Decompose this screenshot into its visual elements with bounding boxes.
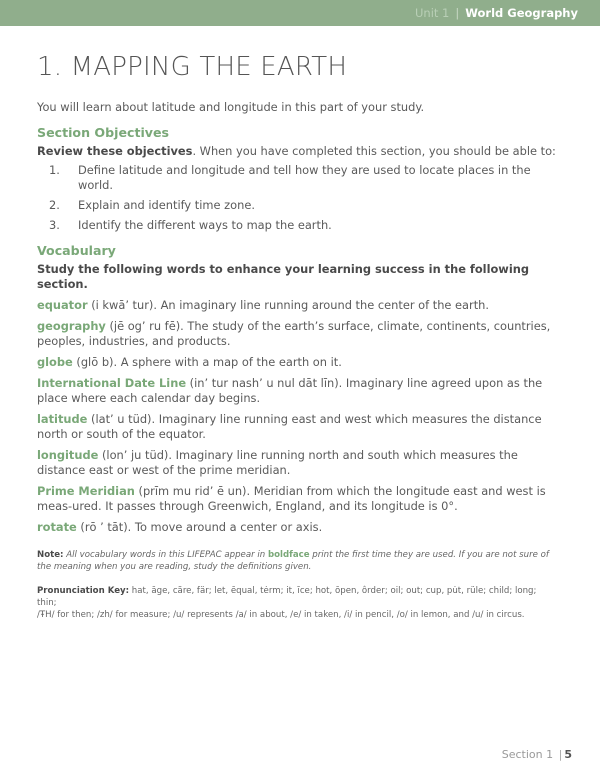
objective-number: 1. — [49, 163, 60, 177]
page-number: 5 — [564, 748, 572, 761]
objective-item — [37, 198, 557, 213]
objective-text: Explain and identify time zone. — [78, 198, 255, 212]
study-instructions: Study the following words to enhance your learning success in the following section. — [37, 262, 529, 291]
vocab-item — [37, 520, 557, 535]
note-text-before: All vocabulary words in this LIFEPAC appear in — [63, 550, 268, 560]
note-label: Note: — [37, 550, 64, 560]
vocab-definition: (prīm mu rid’ ē un). Meridian from which the longitude east and west is meas-ured. It passes through Greenwich, England, and its longitude is 0°. — [37, 484, 546, 513]
vocabulary-heading: Vocabulary — [37, 243, 116, 258]
footer-separator: | — [558, 748, 563, 761]
vocab-item — [37, 412, 557, 442]
vocab-definition: (in’ tur nash’ u nul dāt līn). Imaginary line agreed upon as the place where each calendar day begins. — [37, 376, 543, 405]
unit-title: World Geography — [465, 6, 578, 20]
objective-text: Identify the different ways to map the earth. — [78, 218, 332, 232]
vocab-term: International Date Line — [37, 376, 187, 390]
unit-label: Unit 1 — [414, 6, 450, 20]
objectives-list — [37, 163, 557, 233]
objective-item — [37, 163, 557, 193]
objective-number: 3. — [49, 218, 60, 232]
note-boldface: boldface — [267, 550, 310, 560]
vocab-term: globe — [37, 355, 73, 369]
vocab-item — [37, 355, 557, 370]
note-text-after: print the first time they are used. If you are not sure of the meaning when you are reading, study the definitions given. — [37, 550, 549, 572]
review-rest: . When you have completed this section, you should be able to: — [192, 144, 556, 158]
vocab-definition: (lon’ ju tüd). Imaginary line running north and south which measures the distance east or west of the prime meridian. — [37, 448, 518, 477]
vocab-term: rotate — [37, 520, 77, 534]
objective-number: 2. — [49, 198, 60, 212]
pronunciation-key — [37, 585, 557, 621]
review-instructions — [37, 144, 557, 159]
vocab-item — [37, 376, 557, 406]
page-footer — [502, 748, 572, 761]
header-separator: | — [455, 6, 460, 20]
vocab-definition: (rō ’ tāt). To move around a center or axis. — [76, 520, 323, 534]
vocab-item — [37, 484, 557, 514]
pronunciation-label: Pronunciation Key: — [37, 586, 130, 596]
page-title: 1. MAPPING THE EARTH — [37, 52, 348, 82]
vocab-definition: (jē og’ ru fē). The study of the earth’s surface, climate, continents, countries, peoples, industries, and products. — [37, 319, 551, 348]
vocab-term: geography — [37, 319, 106, 333]
objective-text: Define latitude and longitude and tell how they are used to locate places in the world. — [78, 163, 531, 192]
pronunciation-line-1: hat, āge, cãre, fär; let, ēqual, tėrm; it, īce; hot, ōpen, ôrder; oil; out; cup, pu̇t, rüle; child; long; thin; — [37, 586, 537, 608]
vocab-item — [37, 448, 557, 478]
footer-section: Section 1 — [501, 748, 554, 761]
pronunciation-line-2: /ŦH/ for then; /zh/ for measure; /u/ represents /a/ in about, /e/ in taken, /i/ in pencil, /o/ in lemon, and /u/ in circus. — [37, 610, 525, 620]
intro-text: You will learn about latitude and longitude in this part of your study. — [37, 100, 425, 114]
vocab-term: Prime Meridian — [37, 484, 135, 498]
objective-item — [37, 218, 557, 233]
vocab-term: equator — [37, 298, 88, 312]
vocab-definition: (i kwā’ tur). An imaginary line running around the center of the earth. — [87, 298, 490, 312]
unit-header-bar — [0, 0, 600, 26]
vocab-item — [37, 298, 557, 313]
vocab-term: longitude — [37, 448, 99, 462]
page-content — [37, 100, 557, 621]
section-objectives-heading: Section Objectives — [37, 125, 170, 140]
vocabulary-note — [37, 549, 557, 573]
vocab-definition: (glō b). A sphere with a map of the earth on it. — [72, 355, 342, 369]
vocab-term: latitude — [37, 412, 88, 426]
vocab-item — [37, 319, 557, 349]
review-bold: Review these objectives — [37, 144, 193, 158]
vocab-definition: (lat’ u tüd). Imaginary line running east and west which measures the distance north or south of the equator. — [37, 412, 542, 441]
